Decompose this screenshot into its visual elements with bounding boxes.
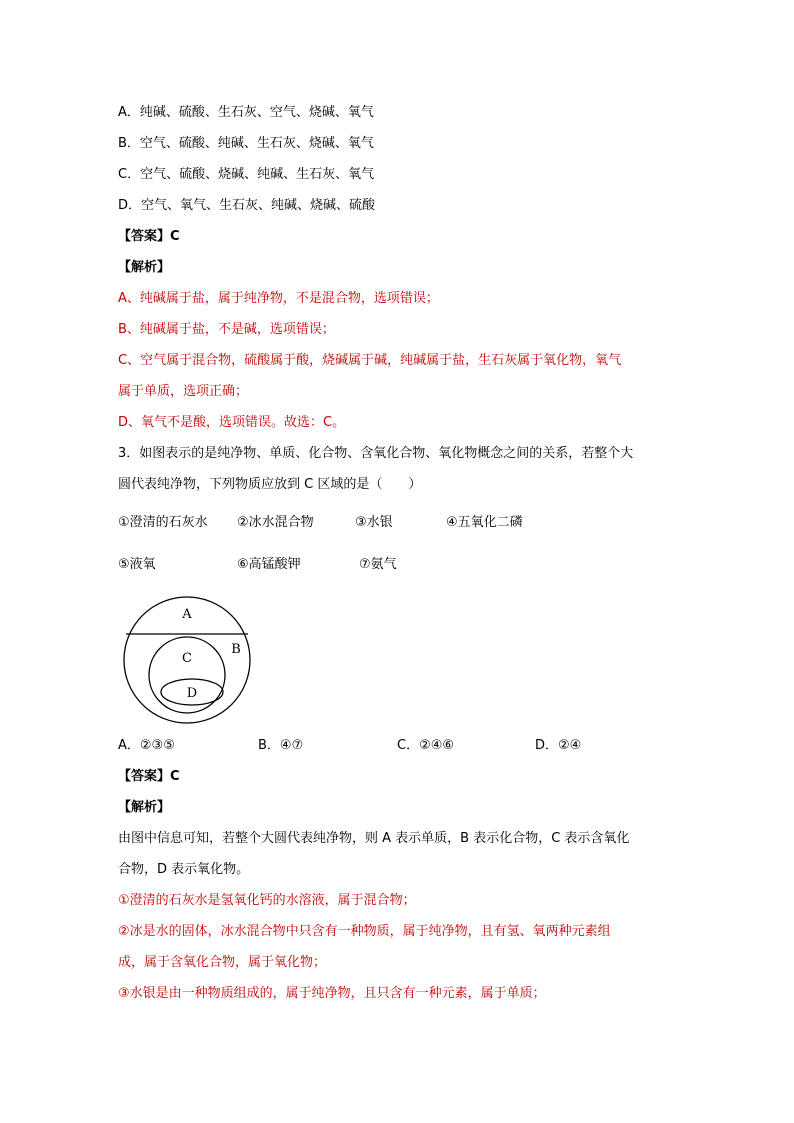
q2-option-a: A．纯碱、硫酸、生石灰、空气、烧碱、氧气 (118, 105, 374, 120)
region-b-label: B (231, 642, 241, 657)
q3-choice-b: B．④⑦ (258, 738, 304, 753)
q3-choice-d: D．②④ (535, 738, 582, 753)
q3-choice-c: C．②④⑥ (397, 738, 455, 753)
q2-analysis-line: A、纯碱属于盐，属于纯净物，不是混合物，选项错误； (118, 291, 439, 306)
q3-item-5: ⑤液氧 (118, 557, 156, 572)
q3-analysis-line: 合物，D 表示氧化物。 (118, 862, 250, 877)
q2-option-b: B．空气、硫酸、纯碱、生石灰、烧碱、氧气 (118, 136, 374, 151)
concept-diagram (118, 596, 262, 724)
q3-answer: 【答案】C (118, 769, 180, 784)
q3-analysis-line: 由图中信息可知，若整个大圆代表纯净物，则 A 表示单质，B 表示化合物，C 表示含氧化 (118, 831, 630, 846)
q2-analysis-line: C、空气属于混合物，硫酸属于酸，烧碱属于碱，纯碱属于盐，生石灰属于氧化物，氧气 (118, 353, 622, 368)
q3-analysis-line: ①澄清的石灰水是氢氧化钙的水溶液，属于混合物； (118, 893, 416, 908)
q2-analysis-line: B、纯碱属于盐，不是碱，选项错误； (118, 322, 335, 337)
q3-choice-a: A．②③⑤ (118, 738, 175, 753)
q3-item-6: ⑥高锰酸钾 (237, 557, 301, 572)
q3-analysis-line: ③水银是由一种物质组成的，属于纯净物，且只含有一种元素，属于单质； (118, 986, 546, 1001)
q3-analysis-heading: 【解析】 (118, 800, 171, 815)
q3-stem-line: 圆代表纯净物，下列物质应放到 C 区域的是（ ） (118, 477, 422, 492)
q2-analysis-heading: 【解析】 (118, 260, 171, 275)
q3-stem-line: 3．如图表示的是纯净物、单质、化合物、含氧化合物、氧化物概念之间的关系，若整个大 (118, 446, 634, 461)
q2-option-c: C．空气、硫酸、烧碱、纯碱、生石灰、氧气 (118, 167, 375, 182)
q2-answer: 【答案】C (118, 229, 180, 244)
q2-analysis-line: D、氧气不是酸，选项错误。故选：C。 (118, 415, 346, 430)
q2-option-d: D．空气、氧气、生石灰、纯碱、烧碱、硫酸 (118, 198, 376, 213)
region-d-label: D (186, 686, 198, 701)
q3-item-2: ②冰水混合物 (237, 515, 314, 530)
q3-item-7: ⑦氨气 (359, 557, 397, 572)
q3-analysis-line: ②冰是水的固体，冰水混合物中只含有一种物质，属于纯净物，且有氢、氧两种元素组 (118, 924, 611, 939)
q3-analysis-line: 成，属于含氧化合物，属于氧化物； (118, 955, 327, 970)
q3-item-4: ④五氧化二磷 (446, 515, 523, 530)
region-c-label: C (182, 651, 192, 666)
q3-item-1: ①澄清的石灰水 (118, 515, 208, 530)
q2-analysis-line: 属于单质，选项正确； (118, 384, 249, 399)
q3-item-3: ③水银 (355, 515, 393, 530)
region-a-label: A (182, 607, 192, 622)
